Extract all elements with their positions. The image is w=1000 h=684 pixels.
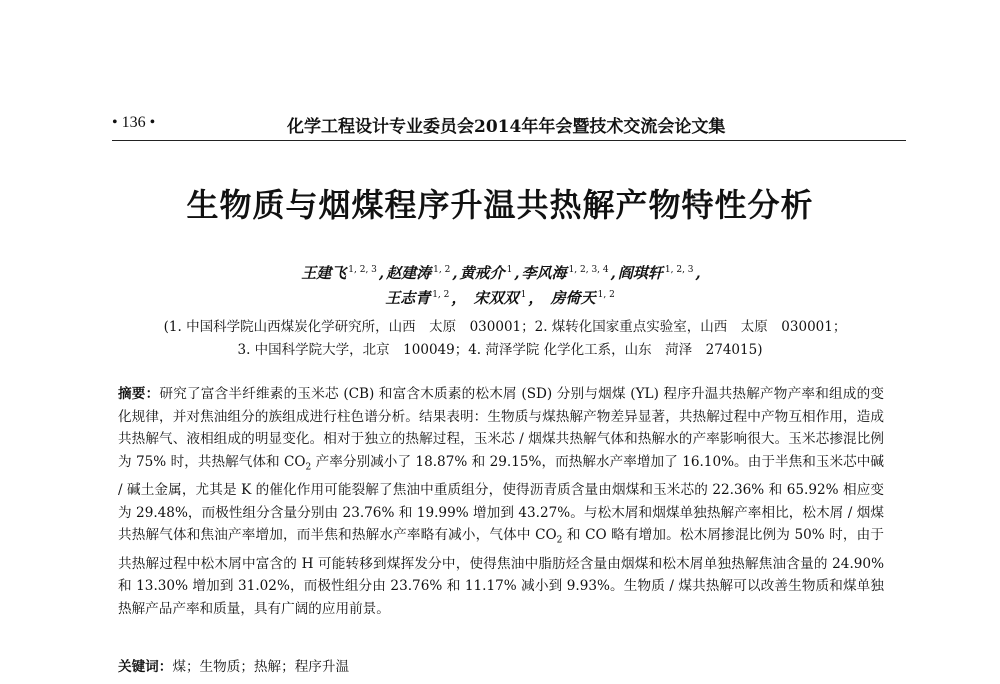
affiliation-line-1: (1. 中国科学院山西煤炭化学研究所，山西 太原 030001；2. 煤转化国家重点实验室，山西 太原 030001；: [163, 319, 847, 335]
subscript: 2: [556, 536, 563, 546]
running-head-title: 化学工程设计专业委员会2014年年会暨技术交流会论文集: [287, 117, 726, 137]
author: 黄戒介 $^1$: [459, 264, 513, 282]
author-list-line-2: 王志青 $^{1, 2}$ ， 宋双双 $^1$ ， 房倚天 $^{1, 2}$: [385, 289, 615, 307]
abstract: [118, 383, 884, 620]
author: 王建飞 $^{1, 2, 3}$: [301, 264, 377, 282]
author: 阎琪轩 $^{1, 2, 3}$: [617, 264, 694, 282]
paper-title: 生物质与烟煤程序升温共热解产物特性分析: [186, 186, 814, 224]
keywords-label: 关键词：: [118, 659, 173, 675]
abstract-text: 和 CO 略有增加。松木屑掺混比例为 50% 时，由于共热解过程中松木屑中富含的 H 可能转移到煤挥发分中，使得焦油中脂肪烃含量由烟煤和松木屑单独热解焦油含量的 24.90% 和 13.30% 增加到 31.02%，而极性组分由 23.76% 和 11.17% 减小到 9.93%。生物质 / 煤共热解可以改善生物质和煤单独热解产品产率和质量，具有广阔的应用前景。: [118, 527, 884, 617]
affiliation-line-2: 3. 中国科学院大学，北京 100049；4. 菏泽学院 化学化工系，山东 菏泽 274015): [237, 342, 763, 358]
author: 王志青 $^{1, 2}$: [385, 289, 450, 307]
abstract-text: 研究了富含半纤维素的玉米芯 (CB) 和富含木质素的松木屑 (SD) 分别与烟煤 (YL) 程序升温共热解产物产率和组成的变化规律，并对焦油组分的族组成进行柱色谱分析。结果表明：生物质与煤热解产物差异显著，共热解过程中产物互相作用，造成共热解气、液相组成的明显变化。相对于独立的热解过程，玉米芯 / 烟煤共热解气体和热解水的产率影响很大。玉米芯掺混比例为 75% 时，共热解气体和 CO: [118, 386, 884, 470]
running-header: [112, 112, 906, 141]
keywords: [118, 655, 349, 675]
page-number: • 136 •: [112, 114, 156, 131]
author: 宋双双 $^1$: [473, 289, 527, 307]
subscript: 2: [305, 462, 312, 473]
author: 李风海 $^{1, 2, 3, 4}$: [521, 264, 609, 282]
author: 赵建涛 $^{1, 2}$: [386, 264, 451, 282]
abstract-label: 摘要：: [118, 386, 160, 402]
keywords-text: 煤；生物质；热解；程序升温: [172, 659, 350, 675]
author: 房倚天 $^{1, 2}$: [550, 289, 615, 307]
abstract-text: 产率分别减小了 18.87% 和 29.15%，而热解水产率增加了 16.10%。由于半焦和玉米芯中碱 / 碱土金属，尤其是 K 的催化作用可能裂解了焦油中重质组分，使得沥青质含量由烟煤和玉米芯的 22.36% 和 65.92% 相应变为 29.48%，而极性组分含量分别由 23.76% 和 19.99% 增加到 43.27%。与松木屑和烟煤单独热解产率相比，松木屑 / 烟煤共热解气体和焦油产率增加，而半焦和热解水产率略有减小，气体中 CO: [118, 453, 884, 544]
author-list-line-1: 王建飞 $^{1, 2, 3}$ , 赵建涛 $^{1, 2}$ , 黄戒介 $^1$ , 李风海 $^{1, 2, 3, 4}$ , 阎琪轩 $^{1, 2, 3}$ ,: [301, 264, 701, 282]
